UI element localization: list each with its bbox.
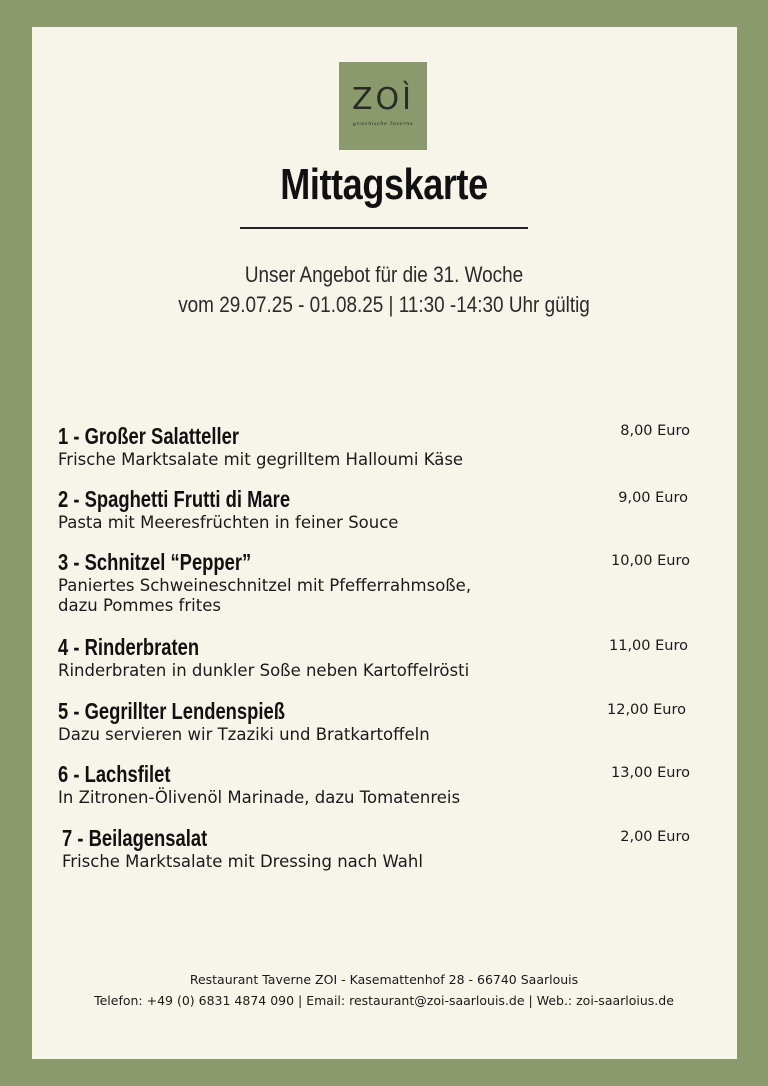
menu-item-price: 8,00 Euro	[620, 423, 690, 439]
menu-item	[58, 697, 718, 745]
menu-item-name: 2 - Spaghetti Frutti di Mare	[58, 486, 291, 512]
logo-tagline: griechische Taverne	[352, 121, 414, 127]
menu-item	[58, 422, 718, 470]
menu-item-description: Frische Marktsalate mit Dressing nach Wahl	[62, 852, 423, 871]
page-title: Mittagskarte	[280, 160, 488, 209]
menu-item-price: 11,00 Euro	[609, 638, 688, 654]
menu-item-price: 10,00 Euro	[611, 553, 690, 569]
menu-item-price: 2,00 Euro	[620, 829, 690, 845]
restaurant-logo	[339, 62, 427, 150]
menu-item-description: Pasta mit Meeresfrüchten in feiner Souce	[58, 513, 399, 532]
menu-item-name: 4 - Rinderbraten	[58, 634, 200, 660]
menu-item-description: Dazu servieren wir Tzaziki und Bratkartoffeln	[58, 725, 430, 744]
menu-item-description: Frische Marktsalate mit gegrilltem Halloumi Käse	[58, 450, 464, 469]
menu-item-name: 3 - Schnitzel “Pepper”	[58, 549, 252, 575]
week-offer-line: Unser Angebot für die 31. Woche	[244, 262, 524, 287]
menu-item-description: Rinderbraten in dunkler Soße neben Kartoffelrösti	[58, 661, 470, 680]
menu-item	[58, 548, 718, 616]
footer-contact: Telefon: +49 (0) 6831 4874 090 | Email: restaurant@zoi-saarlouis.de | Web.: zoi-saarloius.de	[94, 993, 674, 1008]
menu-item-description: In Zitronen-Ölivenöl Marinade, dazu Tomatenreis	[58, 788, 461, 807]
menu-item	[62, 824, 722, 872]
menu-item-price: 12,00 Euro	[607, 702, 686, 718]
title-underline	[240, 227, 528, 229]
menu-item-price: 13,00 Euro	[611, 765, 690, 781]
menu-item-name: 6 - Lachsfilet	[58, 761, 171, 787]
menu-item-name: 1 - Großer Salatteller	[58, 423, 239, 449]
footer-address: Restaurant Taverne ZOI - Kasemattenhof 28 - 66740 Saarlouis	[189, 972, 579, 987]
menu-item-name: 5 - Gegrillter Lendenspieß	[58, 698, 285, 724]
menu-item	[58, 485, 718, 533]
validity-line: vom 29.07.25 - 01.08.25 | 11:30 -14:30 Uhr gültig	[178, 292, 590, 317]
menu-item-name: 7 - Beilagensalat	[62, 825, 208, 851]
menu-item	[58, 760, 718, 808]
menu-item-description: Paniertes Schweineschnitzel mit Pfefferrahmsoße, dazu Pommes frites	[58, 576, 472, 615]
menu-item	[58, 633, 718, 681]
logo-wordmark: ZOÌ	[351, 82, 414, 117]
menu-item-price: 9,00 Euro	[618, 490, 688, 506]
